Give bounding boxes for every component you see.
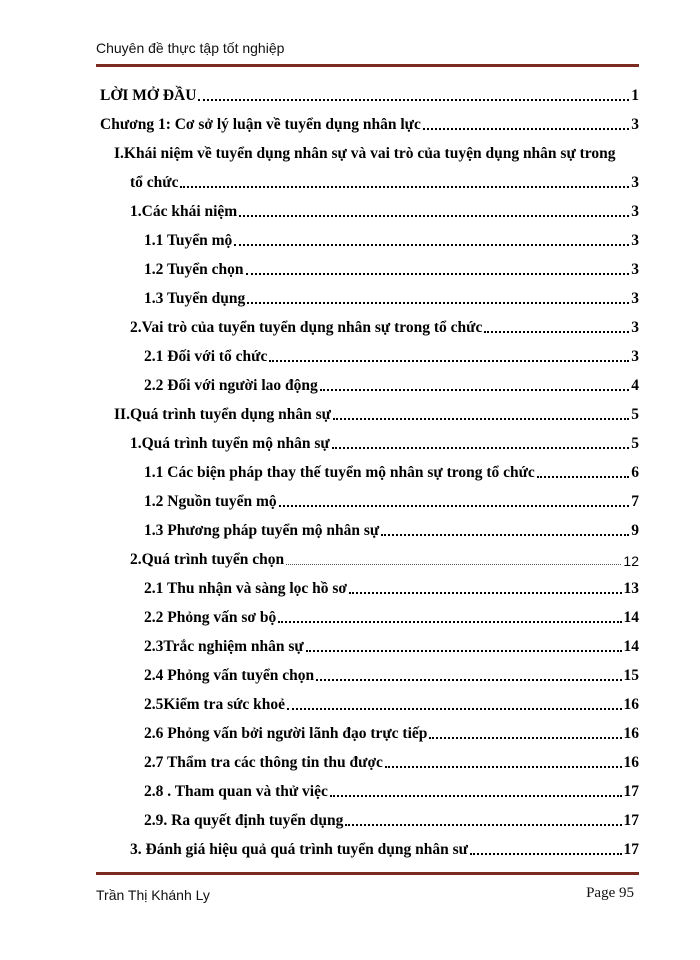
toc-entry[interactable] xyxy=(96,488,639,517)
document-header-title: Chuyên đề thực tập tốt nghiệp xyxy=(96,40,285,56)
toc-entry[interactable] xyxy=(96,256,639,285)
toc-entry[interactable] xyxy=(96,343,639,372)
toc-entry-page: 3 xyxy=(631,203,639,220)
toc-dot-leader xyxy=(306,650,622,652)
toc-dot-leader xyxy=(332,447,630,449)
toc-dot-leader xyxy=(429,737,621,739)
toc-entry-title: 1.2 Nguồn tuyển mộ xyxy=(144,493,277,510)
toc-entry-title: I.Khái niệm về tuyển dụng nhân sự và vai trò của tuyện dụng nhân sự trong xyxy=(114,145,616,162)
toc-entry-page: 3 xyxy=(631,290,639,307)
toc-entry-title: 2.4 Phỏng vấn tuyển chọn xyxy=(144,667,315,684)
toc-entry-title: 1.2 Tuyển chọn xyxy=(144,261,244,278)
toc-entry[interactable] xyxy=(96,662,639,691)
toc-dot-leader xyxy=(278,621,621,623)
toc-entry[interactable] xyxy=(96,285,639,314)
toc-entry-title: 2.2 Đối với người lao động xyxy=(144,377,318,394)
toc-entry-title: 1.3 Phương pháp tuyển mộ nhân sự xyxy=(144,522,380,539)
toc-entry[interactable] xyxy=(96,720,639,749)
toc-entry-page: 14 xyxy=(623,638,639,655)
toc-entry[interactable] xyxy=(96,82,639,111)
toc-entry-page: 17 xyxy=(623,783,639,800)
toc-entry[interactable] xyxy=(96,749,639,778)
toc-entry-title: 2.3Trắc nghiệm nhân sự xyxy=(144,638,304,655)
toc-entry-title: 2.7 Thẩm tra các thông tin thu được xyxy=(144,754,383,771)
toc-entry-title: 2.9. Ra quyết định tuyển dụng xyxy=(144,812,344,829)
toc-entry-page: 4 xyxy=(631,377,639,394)
toc-dot-leader xyxy=(269,360,629,362)
toc-entry-title: 2.2 Phỏng vấn sơ bộ xyxy=(144,609,277,626)
toc-entry-title: Chương 1: Cơ sở lý luận về tuyển dụng nhân lực xyxy=(100,116,421,133)
toc-dot-leader xyxy=(385,766,622,768)
toc-entry-page: 5 xyxy=(631,435,639,452)
toc-entry-title: II.Quá trình tuyển dụng nhân sự xyxy=(114,406,331,423)
footer-divider xyxy=(96,872,639,875)
toc-dot-leader xyxy=(320,389,630,391)
toc-dot-leader xyxy=(239,215,629,217)
toc-entry-title: 3. Đánh giá hiệu quả quá trình tuyển dụng nhân sư xyxy=(130,841,468,858)
header-divider xyxy=(96,64,639,67)
toc-entry[interactable] xyxy=(96,459,639,488)
toc-entry-page: 7 xyxy=(631,493,639,510)
toc-dot-leader xyxy=(180,186,629,188)
toc-entry-page: 16 xyxy=(623,696,639,713)
toc-entry-page: 6 xyxy=(631,464,639,481)
toc-dot-leader xyxy=(484,331,629,333)
toc-entry-page: 3 xyxy=(631,232,639,249)
toc-entry-page: 3 xyxy=(631,261,639,278)
toc-entry[interactable] xyxy=(96,546,639,575)
toc-dot-leader xyxy=(198,99,629,101)
toc-entry[interactable] xyxy=(96,691,639,720)
table-of-contents xyxy=(96,82,639,865)
toc-entry-page: 5 xyxy=(631,406,639,423)
toc-entry-title: tổ chức xyxy=(130,174,179,191)
toc-entry-title: 2.1 Thu nhận và sàng lọc hồ sơ xyxy=(144,580,347,597)
toc-entry-title: 2.6 Phỏng vấn bởi người lãnh đạo trực tiếp xyxy=(144,725,428,742)
toc-entry[interactable] xyxy=(96,430,639,459)
toc-dot-leader xyxy=(247,302,629,304)
toc-dot-leader xyxy=(316,679,621,681)
toc-entry[interactable] xyxy=(96,314,639,343)
toc-dot-leader xyxy=(423,128,629,130)
toc-entry[interactable] xyxy=(96,227,639,256)
toc-entry-page: 16 xyxy=(623,754,639,771)
toc-entry-page: 3 xyxy=(631,174,639,191)
toc-entry[interactable] xyxy=(96,604,639,633)
toc-entry[interactable] xyxy=(96,575,639,604)
toc-entry-title: 1.Quá trình tuyển mộ nhân sự xyxy=(130,435,330,452)
toc-entry-page: 13 xyxy=(623,580,639,597)
toc-entry[interactable] xyxy=(96,198,639,227)
toc-entry-page: 3 xyxy=(631,348,639,365)
toc-dot-leader xyxy=(330,795,622,797)
toc-entry-title: 1.Các khái niệm xyxy=(130,203,238,220)
toc-entry[interactable] xyxy=(96,517,639,546)
toc-entry-title: 1.1 Các biện pháp thay thế tuyển mộ nhân sự trong tổ chức xyxy=(144,464,535,481)
toc-entry[interactable] xyxy=(96,372,639,401)
toc-entry[interactable] xyxy=(96,778,639,807)
toc-entry[interactable] xyxy=(96,169,639,198)
toc-entry-page: 3 xyxy=(631,116,639,133)
toc-entry-page: 15 xyxy=(623,667,639,684)
toc-entry-title: 2.1 Đối với tổ chức xyxy=(144,348,268,365)
toc-entry-page: 1 xyxy=(631,87,639,104)
toc-entry-title: 1.1 Tuyển mộ xyxy=(144,232,233,249)
toc-entry[interactable] xyxy=(96,633,639,662)
toc-entry-page: 17 xyxy=(623,841,639,858)
toc-entry[interactable] xyxy=(96,111,639,140)
toc-dot-leader xyxy=(286,564,621,565)
toc-entry[interactable] xyxy=(96,836,639,865)
toc-entry-page: 12 xyxy=(623,553,639,569)
toc-dot-leader xyxy=(349,592,622,594)
toc-dot-leader xyxy=(279,505,630,507)
toc-entry-title: 2.8 . Tham quan và thử việc xyxy=(144,783,328,800)
footer-author: Trần Thị Khánh Ly xyxy=(96,887,210,903)
toc-dot-leader xyxy=(537,476,629,478)
toc-dot-leader xyxy=(381,534,629,536)
toc-dot-leader xyxy=(246,273,630,275)
toc-entry-title: 2.5Kiểm tra sức khoẻ xyxy=(144,696,286,713)
toc-entry[interactable] xyxy=(96,401,639,430)
toc-entry-page: 16 xyxy=(623,725,639,742)
toc-dot-leader xyxy=(333,418,629,420)
toc-entry[interactable] xyxy=(96,807,639,836)
toc-dot-leader xyxy=(470,853,622,855)
footer-page-number: Page 95 xyxy=(586,885,634,901)
toc-dot-leader xyxy=(345,824,621,826)
toc-dot-leader xyxy=(287,708,621,710)
toc-dot-leader xyxy=(234,244,629,246)
toc-entry-title: 1.3 Tuyển dụng xyxy=(144,290,246,307)
toc-entry[interactable] xyxy=(96,140,639,169)
toc-entry-title: 2.Quá trình tuyển chọn xyxy=(130,551,285,568)
toc-entry-page: 9 xyxy=(631,522,639,539)
toc-entry-page: 17 xyxy=(623,812,639,829)
toc-entry-title: LỜI MỞ ĐẦU xyxy=(100,87,197,104)
toc-entry-page: 14 xyxy=(623,609,639,626)
toc-entry-page: 3 xyxy=(631,319,639,336)
toc-entry-title: 2.Vai trò của tuyển tuyển dụng nhân sự trong tổ chức xyxy=(130,319,483,336)
